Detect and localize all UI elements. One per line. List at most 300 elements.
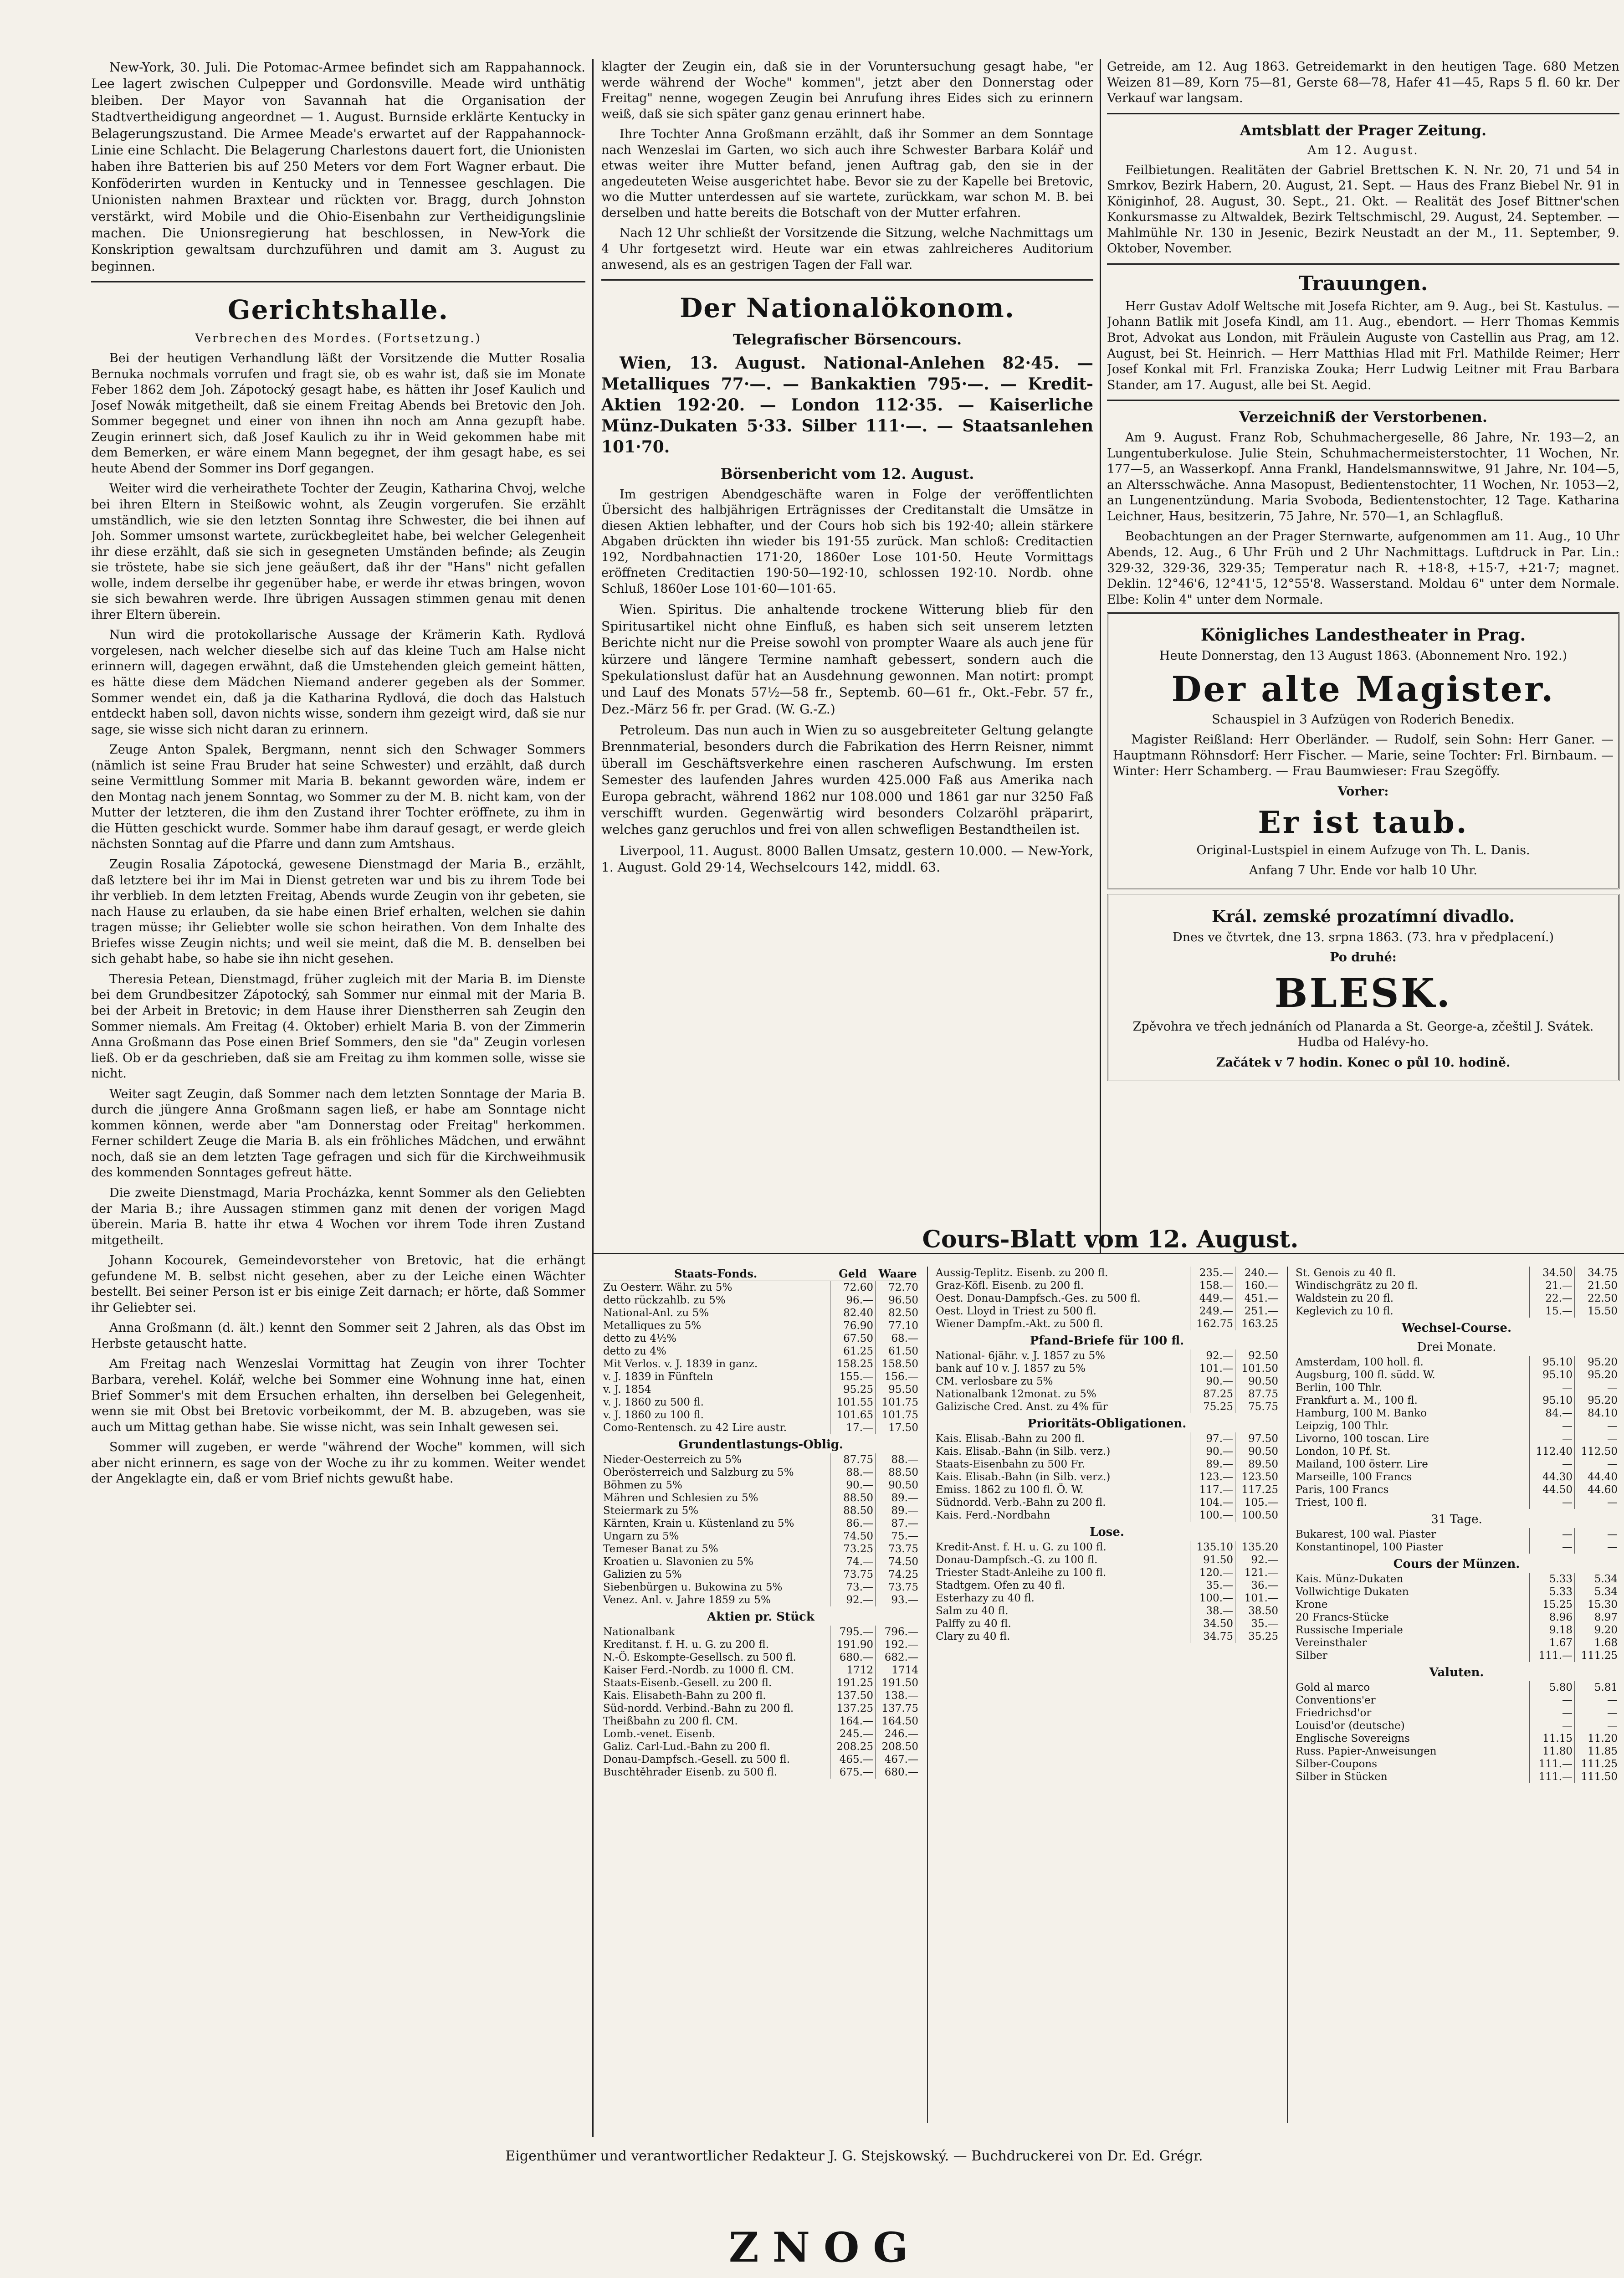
table-row: [601, 1294, 920, 1307]
table-row: [934, 1401, 1280, 1413]
bid-value: 76.90: [830, 1319, 876, 1332]
table-row: [934, 1432, 1280, 1445]
ask-value: 96.50: [876, 1294, 921, 1307]
table-row: [1294, 1598, 1619, 1611]
table-section-title: Aktien pr. Stück: [707, 1610, 815, 1624]
security-name: Clary zu 40 fl.: [936, 1631, 1010, 1642]
table-row: [601, 1766, 920, 1779]
bid-value: 17.—: [830, 1421, 876, 1434]
table-row: [601, 1677, 920, 1689]
course-column-1: [601, 1267, 920, 2123]
ask-value: 164.50: [876, 1715, 921, 1728]
security-name: detto zu 4½%: [603, 1333, 676, 1344]
table-row: [601, 1421, 920, 1434]
ask-value: 160.—: [1235, 1279, 1281, 1292]
table-row: [1294, 1267, 1619, 1279]
security-name: Kärnten, Krain u. Küstenland zu 5%: [603, 1518, 794, 1529]
table-row: [934, 1496, 1280, 1509]
ask-value: —: [1575, 1694, 1620, 1707]
exchange-report: Im gestrigen Abendgeschäfte waren in Folge der veröffentlichten Übersicht des halbjährigen Erträgnisses der Creditanstalt die Umsätze in diesen Aktien lebhafter, und der Cours hob sich bis 192·40; allein stärkere Abgaben drückten ihn wieder bis 191·55 zurück. Man schloß: Creditactien 192, Nordbahnactien 171·20, 1860er Lose 101·50. Heute Vormittags eröffneten Creditactien 190·50—192·10, schlossen 192·10. Nordb. ohne Schluß, 1860er Lose 101·60—101·65.: [601, 487, 1093, 596]
bid-value: 91.50: [1190, 1554, 1235, 1566]
bonds-table: [934, 1267, 1280, 1643]
theatre-second-play: Er ist taub.: [1258, 804, 1469, 840]
security-name: Venez. Anl. v. Jahre 1859 zu 5%: [603, 1594, 771, 1606]
ask-value: 44.60: [1575, 1483, 1620, 1496]
security-name: Nieder-Oesterreich zu 5%: [603, 1454, 742, 1466]
marriages-body: Herr Gustav Adolf Weltsche mit Josefa Richter, am 9. Aug., bei St. Kastulus. — Johann Batlik mit Josefa Kindl, am 11. Aug., ebendort. — Herr Thomas Kemmis Brot, Advokat aus London, mit Fräulein Auguste von Castellin aus Prag, am 12. August, bei St. Heinrich. — Herr Matthias Hlad mit Frl. Mathilde Reimer; Herr Josef Konkal mit Frl. Franziska Zouka; Herr Ludwig Leitner mit Frau Barbara Stander, am 17. August, alle bei St. Aegid.: [1107, 299, 1619, 392]
bid-value: 5.80: [1530, 1681, 1575, 1694]
ask-value: —: [1575, 1381, 1620, 1394]
ask-value: 101.75: [876, 1409, 921, 1421]
ask-value: 92.50: [1235, 1349, 1281, 1362]
state-funds-table: [601, 1267, 920, 1779]
bid-value: 1712: [830, 1664, 876, 1677]
ask-value: 156.—: [876, 1370, 921, 1383]
ask-value: 1.68: [1575, 1637, 1620, 1649]
table-row: [601, 1651, 920, 1664]
security-name: Nationalbank: [603, 1626, 675, 1638]
bid-value: 35.—: [1190, 1579, 1235, 1592]
bid-value: 8.96: [1530, 1611, 1575, 1624]
bid-value: 100.—: [1190, 1509, 1235, 1522]
ask-value: 90.50: [1235, 1375, 1281, 1388]
bid-value: 100.—: [1190, 1592, 1235, 1605]
ask-value: —: [1575, 1420, 1620, 1432]
bid-value: 191.90: [830, 1638, 876, 1651]
bid-value: 95.25: [830, 1383, 876, 1396]
security-name: St. Genois zu 40 fl.: [1296, 1267, 1396, 1279]
security-name: v. J. 1854: [603, 1384, 651, 1396]
bid-value: 135.10: [1190, 1541, 1235, 1554]
ask-value: —: [1575, 1432, 1620, 1445]
grain-market: Getreide, am 12. Aug 1863. Getreidemarkt in den heutigen Tage. 680 Metzen Weizen 81—89, Korn 75—81, Gerste 68—78, Hafer 41—45, Raps 5 fl. 60 kr. Der Verkauf war langsam.: [1107, 60, 1619, 106]
bid-value: —: [1530, 1496, 1575, 1509]
column-rule: [927, 1267, 928, 2123]
security-name: Krone: [1296, 1599, 1328, 1611]
ask-value: 111.25: [1575, 1649, 1620, 1662]
ask-value: 138.—: [876, 1689, 921, 1702]
bid-value: 84.—: [1530, 1407, 1575, 1420]
table-subsection-title: 31 Tage.: [1431, 1513, 1482, 1526]
exchange-report-title: Börsenbericht vom 12. August.: [720, 465, 974, 482]
bid-value: —: [1530, 1707, 1575, 1719]
table-section-title: Pfand-Briefe für 100 fl.: [1030, 1334, 1184, 1348]
security-name: Friedrichsd'or: [1296, 1707, 1372, 1719]
ask-value: 137.75: [876, 1702, 921, 1715]
ask-value: 35.—: [1235, 1617, 1281, 1630]
theatre-title: Königliches Landestheater in Prag.: [1200, 626, 1526, 645]
ask-value: 73.75: [876, 1543, 921, 1555]
bid-value: 87.25: [1190, 1388, 1235, 1401]
ask-value: 101.75: [876, 1396, 921, 1409]
bid-value: 61.25: [830, 1345, 876, 1358]
table-row: [1294, 1471, 1619, 1483]
table-row: [934, 1292, 1280, 1305]
bid-value: 112.40: [1530, 1445, 1575, 1458]
security-name: Lomb.-venet. Eisenb.: [603, 1728, 716, 1740]
theatre-cast: Magister Reißland: Herr Oberländer. — Rudolf, sein Sohn: Herr Ganer. — Hauptmann Röhnsdorf: Herr Fischer. — Marie, seine Tochter: Frl. Birnbaum. — Winter: Herr Schamberg. — Frau Baumwieser: Frau Szegöffy.: [1113, 733, 1614, 779]
ask-value: 75.—: [876, 1530, 921, 1543]
theatre-play-title: Der alte Magister.: [1171, 668, 1555, 709]
security-name: Silber in Stücken: [1296, 1771, 1388, 1783]
ask-value: 44.40: [1575, 1471, 1620, 1483]
table-section-title: Valuten.: [1429, 1666, 1484, 1679]
table-row: [601, 1689, 920, 1702]
marriages-title: Trauungen.: [1298, 272, 1428, 295]
security-name: Esterhazy zu 40 fl.: [936, 1592, 1035, 1604]
table-row: [601, 1581, 920, 1594]
table-row: [1294, 1611, 1619, 1624]
ask-value: 191.50: [876, 1677, 921, 1689]
table-row: [601, 1626, 920, 1638]
divider: [1107, 400, 1619, 401]
security-name: Keglevich zu 10 fl.: [1296, 1305, 1393, 1317]
bid-value: 86.—: [830, 1517, 876, 1530]
table-row: [1294, 1483, 1619, 1496]
security-name: Konstantinopel, 100 Piaster: [1296, 1541, 1443, 1553]
security-name: Paris, 100 Francs: [1296, 1484, 1389, 1496]
ask-value: 101.50: [1235, 1362, 1281, 1375]
czech-play-desc: Zpěvohra ve třech jednáních od Planarda a St. George-a, zčeštil J. Svátek. Hudba od Halévy-ho.: [1132, 1019, 1594, 1050]
bid-value: 74.50: [830, 1530, 876, 1543]
bid-value: —: [1530, 1432, 1575, 1445]
ask-value: 1714: [876, 1664, 921, 1677]
security-name: Graz-Köfl. Eisenb. zu 200 fl.: [936, 1280, 1084, 1292]
bid-value: 158.—: [1190, 1279, 1235, 1292]
security-name: CM. verlosbare zu 5%: [936, 1375, 1053, 1387]
bid-value: 95.10: [1530, 1369, 1575, 1381]
divider: [601, 279, 1093, 281]
ask-value: 15.30: [1575, 1598, 1620, 1611]
court-continuation: klagter der Zeugin ein, daß sie in der Voruntersuchung gesagt habe, "er werde während der Woche" kommen", jetzt aber den Donnerstag oder Freitag" nenne, wogegen Zeugin bei Anrufung ihres Eides sich zu erinnern weiß, daß sie sich später ganz genau erinnert habe.: [601, 60, 1093, 121]
bid-value: 117.—: [1190, 1483, 1235, 1496]
court-section-title: Gerichtshalle.: [228, 294, 449, 326]
security-name: Donau-Dampfsch.-G. zu 100 fl.: [936, 1554, 1098, 1566]
ask-value: 74.50: [876, 1555, 921, 1568]
ask-value: 61.50: [876, 1345, 921, 1358]
bid-value: 164.—: [830, 1715, 876, 1728]
column-rule: [1100, 59, 1101, 1253]
ask-value: 680.—: [876, 1766, 921, 1779]
table-row: [1294, 1745, 1619, 1758]
table-section-title: Cours der Münzen.: [1393, 1557, 1520, 1571]
ask-value: 251.—: [1235, 1305, 1281, 1318]
ask-value: 5.34: [1575, 1573, 1620, 1585]
table-row: [601, 1594, 920, 1606]
bid-value: 5.33: [1530, 1585, 1575, 1598]
security-name: Frankfurt a. M., 100 fl.: [1296, 1395, 1418, 1406]
bid-value: 465.—: [830, 1753, 876, 1766]
bid-value: —: [1530, 1458, 1575, 1471]
table-row: [1294, 1458, 1619, 1471]
table-row: [601, 1555, 920, 1568]
security-name: Kredit-Anst. f. H. u. G. zu 100 fl.: [936, 1541, 1107, 1553]
spirits-report: Wien. Spiritus. Die anhaltende trockene Witterung blieb für den Spiritusartikel nicht ohne Einfluß, es haben sich seit unserem letzten Berichte nicht nur die Preise sowohl von prompter Waare als auch jene für kürzere und längere Termine namhaft gebessert, sondern auch die Spekulationslust dafür hat an Ausdehnung gewonnen. Man notirt: prompt und Lauf des Monats 57½—58 fr., Septemb. 60—61 fr., Okt.-Febr. 57 fr., Dez.-März 56 fr. per Grad. (W. G.-Z.): [601, 602, 1093, 717]
table-section-title: Wechsel-Course.: [1401, 1321, 1512, 1335]
table-row: [601, 1638, 920, 1651]
table-row: [1294, 1292, 1619, 1305]
ask-value: 100.50: [1235, 1509, 1281, 1522]
bid-value: 162.75: [1190, 1318, 1235, 1330]
table-row: [1294, 1681, 1619, 1694]
ask-value: 8.97: [1575, 1611, 1620, 1624]
bid-value: 11.80: [1530, 1745, 1575, 1758]
theatre-second-desc: Original-Lustspiel in einem Aufzuge von Th. L. Danis.: [1196, 843, 1530, 857]
security-name: Louisd'or (deutsche): [1296, 1720, 1405, 1732]
ask-value: 90.50: [876, 1479, 921, 1492]
security-name: Buschtěhrader Eisenb. zu 500 fl.: [603, 1766, 778, 1778]
bid-value: 155.—: [830, 1370, 876, 1383]
ask-value: 82.50: [876, 1307, 921, 1319]
security-name: Silber-Coupons: [1296, 1758, 1378, 1770]
security-name: v. J. 1839 in Fünfteln: [603, 1371, 713, 1383]
table-row: [1294, 1356, 1619, 1369]
bid-value: 191.25: [830, 1677, 876, 1689]
table-row: [601, 1396, 920, 1409]
ask-value: 87.75: [1235, 1388, 1281, 1401]
newyork-dispatch: New-York, 30. Juli. Die Potomac-Armee befindet sich am Rappahannock. Lee lagert zwischen Culpepper und Gordonsville. Meade wird unthätig bleiben. Der Mayor von Savannah hat die Organisation der Stadtvertheidigung angeordnet — 1. August. Burnside erklärte Kentucky in Belagerungszustand. Die Armee Meade's erwartet auf der Rappahannock-Linie eine Schlacht. Die Belagerung Charlestons dauert fort, die Unionisten haben ihre Batterien bis auf 250 Meters vor dem Fort Wagner erbaut. Die Konföderirten wurden in Kentucky und in Tennessee geschlagen. Die Unionisten nahmen Braxtear und rückten vor. Bragg, durch Johnston verstärkt, wird Mobile und die Ohio-Eisenbahn zur Vertheidigungslinie machen. Die Unionsregierung hat beschlossen, in New-York die Konskription gewaltsam durchzuführen und damit am 3. August zu beginnen.: [91, 60, 585, 274]
bid-value: 158.25: [830, 1358, 876, 1370]
security-name: Kroatien u. Slavonien zu 5%: [603, 1556, 753, 1568]
table-row: [601, 1504, 920, 1517]
table-section-title: Grundentlastungs-Oblig.: [678, 1438, 843, 1452]
security-name: Staats-Eisenbahn zu 500 Fr.: [936, 1458, 1086, 1470]
security-name: v. J. 1860 zu 500 fl.: [603, 1396, 704, 1408]
table-row: [934, 1617, 1280, 1630]
security-name: Silber: [1296, 1650, 1327, 1662]
table-row: [1294, 1420, 1619, 1432]
bid-value: —: [1530, 1528, 1575, 1541]
table-row: [601, 1702, 920, 1715]
security-name: Englische Sovereigns: [1296, 1733, 1410, 1744]
table-row: [601, 1517, 920, 1530]
table-row: [1294, 1694, 1619, 1707]
bid-value: 1.67: [1530, 1637, 1575, 1649]
table-row: [934, 1445, 1280, 1458]
table-row: [601, 1383, 920, 1396]
ask-value: 111.25: [1575, 1758, 1620, 1770]
ask-value: 74.25: [876, 1568, 921, 1581]
czech-po-druhe: Po druhé:: [1330, 950, 1397, 965]
bid-value: 38.—: [1190, 1605, 1235, 1617]
table-row: [601, 1345, 920, 1358]
table-row: [934, 1375, 1280, 1388]
security-name: Oest. Donau-Dampfsch.-Ges. zu 500 fl.: [936, 1293, 1141, 1304]
column-rule: [1287, 1267, 1288, 2123]
bid-value: 111.—: [1530, 1758, 1575, 1770]
ask-value: 11.20: [1575, 1732, 1620, 1745]
security-name: Ungarn zu 5%: [603, 1530, 679, 1542]
theatre-times: Anfang 7 Uhr. Ende vor halb 10 Uhr.: [1249, 863, 1477, 878]
security-name: Russ. Papier-Anweisungen: [1296, 1745, 1437, 1757]
bid-value: 120.—: [1190, 1566, 1235, 1579]
court-paragraph: Zeugin Rosalia Zápotocká, gewesene Dienstmagd der Maria B., erzählt, daß letztere bei ihr im Mai in Dienst getreten war und bis zu ihrem Tode bei ihr verblieb. In dem letzten Freitag, Abends wurde Zeugin von ihr gebeten, sie nach Hause zu erlauben, da sie habe einen Brief erhalten, welchen sie dahin tragen müsse; ihr Geliebter wolle sie schon heirathen. Von dem Inhalte des Briefes wisse Zeugin nichts; und weil sie meint, daß die M. B. denselben bei sich gehabt habe, so habe sie ihn nicht gesehen.: [91, 857, 585, 966]
table-row: [1294, 1541, 1619, 1554]
ask-value: 95.50: [876, 1383, 921, 1396]
table-row: [934, 1362, 1280, 1375]
security-name: bank auf 10 v. J. 1857 zu 5%: [936, 1363, 1086, 1375]
table-row: [601, 1728, 920, 1740]
security-name: Stadtgem. Ofen zu 40 fl.: [936, 1580, 1066, 1591]
table-row: [934, 1592, 1280, 1605]
ask-value: 88.50: [876, 1466, 921, 1479]
ask-value: 75.75: [1235, 1401, 1281, 1413]
ask-value: 240.—: [1235, 1267, 1281, 1279]
ask-value: 95.20: [1575, 1394, 1620, 1407]
bid-value: 101.—: [1190, 1362, 1235, 1375]
ask-value: 5.34: [1575, 1585, 1620, 1598]
ask-value: 11.85: [1575, 1745, 1620, 1758]
table-row: [934, 1605, 1280, 1617]
table-section-title: Lose.: [1090, 1525, 1124, 1539]
security-name: National- 6jähr. v. J. 1857 zu 5%: [936, 1350, 1106, 1362]
ask-value: 92.—: [1235, 1554, 1281, 1566]
security-name: Oest. Lloyd in Triest zu 500 fl.: [936, 1305, 1096, 1317]
court-paragraph: Die zweite Dienstmagd, Maria Procházka, kennt Sommer als den Geliebten der Maria B.; ihre Aussagen stimmen ganz mit denen der vorigen Magd überein. Maria B. hatte ihr etwa 4 Wochen vor ihrem Tode ihren Zustand mitgetheilt.: [91, 1185, 585, 1247]
security-name: Waldstein zu 20 fl.: [1296, 1293, 1394, 1304]
ask-value: 121.—: [1235, 1566, 1281, 1579]
table-row: [601, 1453, 920, 1466]
security-name: Kais. Elisab.-Bahn zu 200 fl.: [936, 1433, 1085, 1445]
bid-value: 95.10: [1530, 1394, 1575, 1407]
table-row: [1294, 1496, 1619, 1509]
bid-value: 137.25: [830, 1702, 876, 1715]
bid-value: 15.—: [1530, 1305, 1575, 1318]
bid-value: 72.60: [830, 1281, 876, 1294]
security-name: Aussig-Teplitz. Eisenb. zu 200 fl.: [936, 1267, 1108, 1279]
table-row: [934, 1541, 1280, 1554]
security-name: Staats-Eisenb.-Gesell. zu 200 fl.: [603, 1677, 772, 1689]
bid-value: 90.—: [1190, 1445, 1235, 1458]
ask-value: 9.20: [1575, 1624, 1620, 1637]
ask-value: —: [1575, 1541, 1620, 1554]
security-name: Mit Verlos. v. J. 1839 in ganz.: [603, 1358, 758, 1370]
table-row: [934, 1279, 1280, 1292]
security-name: National-Anl. zu 5%: [603, 1307, 709, 1319]
bid-value: 87.75: [830, 1453, 876, 1466]
table-row: [1294, 1445, 1619, 1458]
column-rule: [592, 59, 594, 2137]
security-name: Böhmen zu 5%: [603, 1479, 682, 1491]
bid-value: 92.—: [1190, 1349, 1235, 1362]
bid-value: 15.25: [1530, 1598, 1575, 1611]
table-row: [601, 1715, 920, 1728]
bid-value: 22.—: [1530, 1292, 1575, 1305]
ask-value: 88.—: [876, 1453, 921, 1466]
ask-value: —: [1575, 1719, 1620, 1732]
theatre-date: Heute Donnerstag, den 13 August 1863. (Abonnement Nro. 192.): [1159, 649, 1567, 663]
ask-value: 73.75: [876, 1581, 921, 1594]
ask-value: 105.—: [1235, 1496, 1281, 1509]
security-name: Galizische Cred. Anst. zu 4% für: [936, 1401, 1108, 1413]
table-row: [1294, 1758, 1619, 1770]
table-row: [934, 1349, 1280, 1362]
bid-value: 795.—: [830, 1626, 876, 1638]
ask-value: 95.20: [1575, 1356, 1620, 1369]
ask-value: 93.—: [876, 1594, 921, 1606]
security-name: Amsterdam, 100 holl. fl.: [1296, 1356, 1424, 1368]
bid-value: 90.—: [830, 1479, 876, 1492]
bid-value: 245.—: [830, 1728, 876, 1740]
security-name: Siebenbürgen u. Bukowina zu 5%: [603, 1581, 783, 1593]
exchange-table: [1294, 1267, 1619, 1783]
bid-value: 73.75: [830, 1568, 876, 1581]
security-name: Gold al marco: [1296, 1682, 1370, 1693]
divider: [91, 281, 585, 282]
observatory-report: Beobachtungen an der Prager Sternwarte, aufgenommen am 11. Aug., 10 Uhr Abends, 12. Aug., 6 Uhr Früh und 2 Uhr Nachmittags. Luftdruck in Par. Lin.: 329·32, 329·36, 329·35; Temperatur nach R. +18·8, +15·7, +21·7; magnet. Deklin. 12°46'6, 12°41'5, 12°55'8. Wasserstand. Moldau 6" unter dem Normale. Elbe: Kolin 4" unter dem Normale.: [1107, 529, 1619, 607]
table-row: [601, 1332, 920, 1345]
security-name: Mähren und Schlesien zu 5%: [603, 1492, 758, 1504]
bid-value: —: [1530, 1541, 1575, 1554]
security-name: Zu Oesterr. Währ. zu 5%: [603, 1282, 733, 1293]
ask-value: 72.70: [876, 1281, 921, 1294]
table-row: [1294, 1732, 1619, 1745]
ask-value: 84.10: [1575, 1407, 1620, 1420]
bid-value: —: [1530, 1381, 1575, 1394]
security-name: Hamburg, 100 M. Banko: [1296, 1407, 1427, 1419]
security-name: Kaiser Ferd.-Nordb. zu 1000 fl. CM.: [603, 1664, 794, 1676]
ask-value: 135.20: [1235, 1541, 1281, 1554]
ask-value: 21.50: [1575, 1279, 1620, 1292]
security-name: Vollwichtige Dukaten: [1296, 1586, 1409, 1598]
table-row: [1294, 1707, 1619, 1719]
czech-times: Začátek v 7 hodin. Konec o půl 10. hodině.: [1216, 1055, 1511, 1070]
bid-value: 82.40: [830, 1307, 876, 1319]
bid-value: 75.25: [1190, 1401, 1235, 1413]
column-1: [91, 59, 585, 2137]
table-section-title: Prioritäts-Obligationen.: [1027, 1417, 1187, 1431]
security-name: Bukarest, 100 wal. Piaster: [1296, 1529, 1436, 1540]
bid-value: 449.—: [1190, 1292, 1235, 1305]
bid-value: 44.50: [1530, 1483, 1575, 1496]
ask-value: 89.—: [876, 1504, 921, 1517]
security-name: Berlin, 100 Thlr.: [1296, 1382, 1383, 1394]
amtsblatt-title: Amtsblatt der Prager Zeitung.: [1240, 121, 1487, 139]
table-row: [1294, 1528, 1619, 1541]
course-column-2: [934, 1267, 1280, 2123]
table-row: [601, 1530, 920, 1543]
security-name: Galiz. Carl-Lud.-Bahn zu 200 fl.: [603, 1741, 770, 1753]
table-row: [934, 1305, 1280, 1318]
table-row: [1294, 1432, 1619, 1445]
table-row: [934, 1566, 1280, 1579]
security-name: Triester Stadt-Anleihe zu 100 fl.: [936, 1567, 1107, 1579]
ask-value: 112.50: [1575, 1445, 1620, 1458]
bid-value: —: [1530, 1719, 1575, 1732]
security-name: Galizien zu 5%: [603, 1569, 682, 1580]
court-paragraph: Johann Kocourek, Gemeindevorsteher von Bretovic, hat die erhängt gefundene M. B. selbst nicht gesehen, aber zu der Leiche einen Wächter bestellt. Bei seiner Person ist er bis einige Zeit darnach; er hörte, daß Sommer ihr Geliebter sei.: [91, 1253, 585, 1315]
table-row: [934, 1554, 1280, 1566]
ask-value: 95.20: [1575, 1369, 1620, 1381]
ask-value: —: [1575, 1458, 1620, 1471]
table-row: [934, 1509, 1280, 1522]
security-name: Triest, 100 fl.: [1296, 1497, 1367, 1508]
ask-value: 163.25: [1235, 1318, 1281, 1330]
bid-value: —: [1530, 1694, 1575, 1707]
bid-value: 34.50: [1190, 1617, 1235, 1630]
court-subtitle: Verbrechen des Mordes. (Fortsetzung.): [195, 332, 482, 346]
table-row: [1294, 1381, 1619, 1394]
ask-value: 5.81: [1575, 1681, 1620, 1694]
bid-value: 88.50: [830, 1492, 876, 1504]
bid-value: 88.50: [830, 1504, 876, 1517]
bid-value: 92.—: [830, 1594, 876, 1606]
column-3: [1107, 59, 1619, 1421]
security-name: v. J. 1860 zu 100 fl.: [603, 1409, 704, 1421]
security-name: Windischgrätz zu 20 fl.: [1296, 1280, 1418, 1292]
bid-value: 95.10: [1530, 1356, 1575, 1369]
ask-value: 246.—: [876, 1728, 921, 1740]
